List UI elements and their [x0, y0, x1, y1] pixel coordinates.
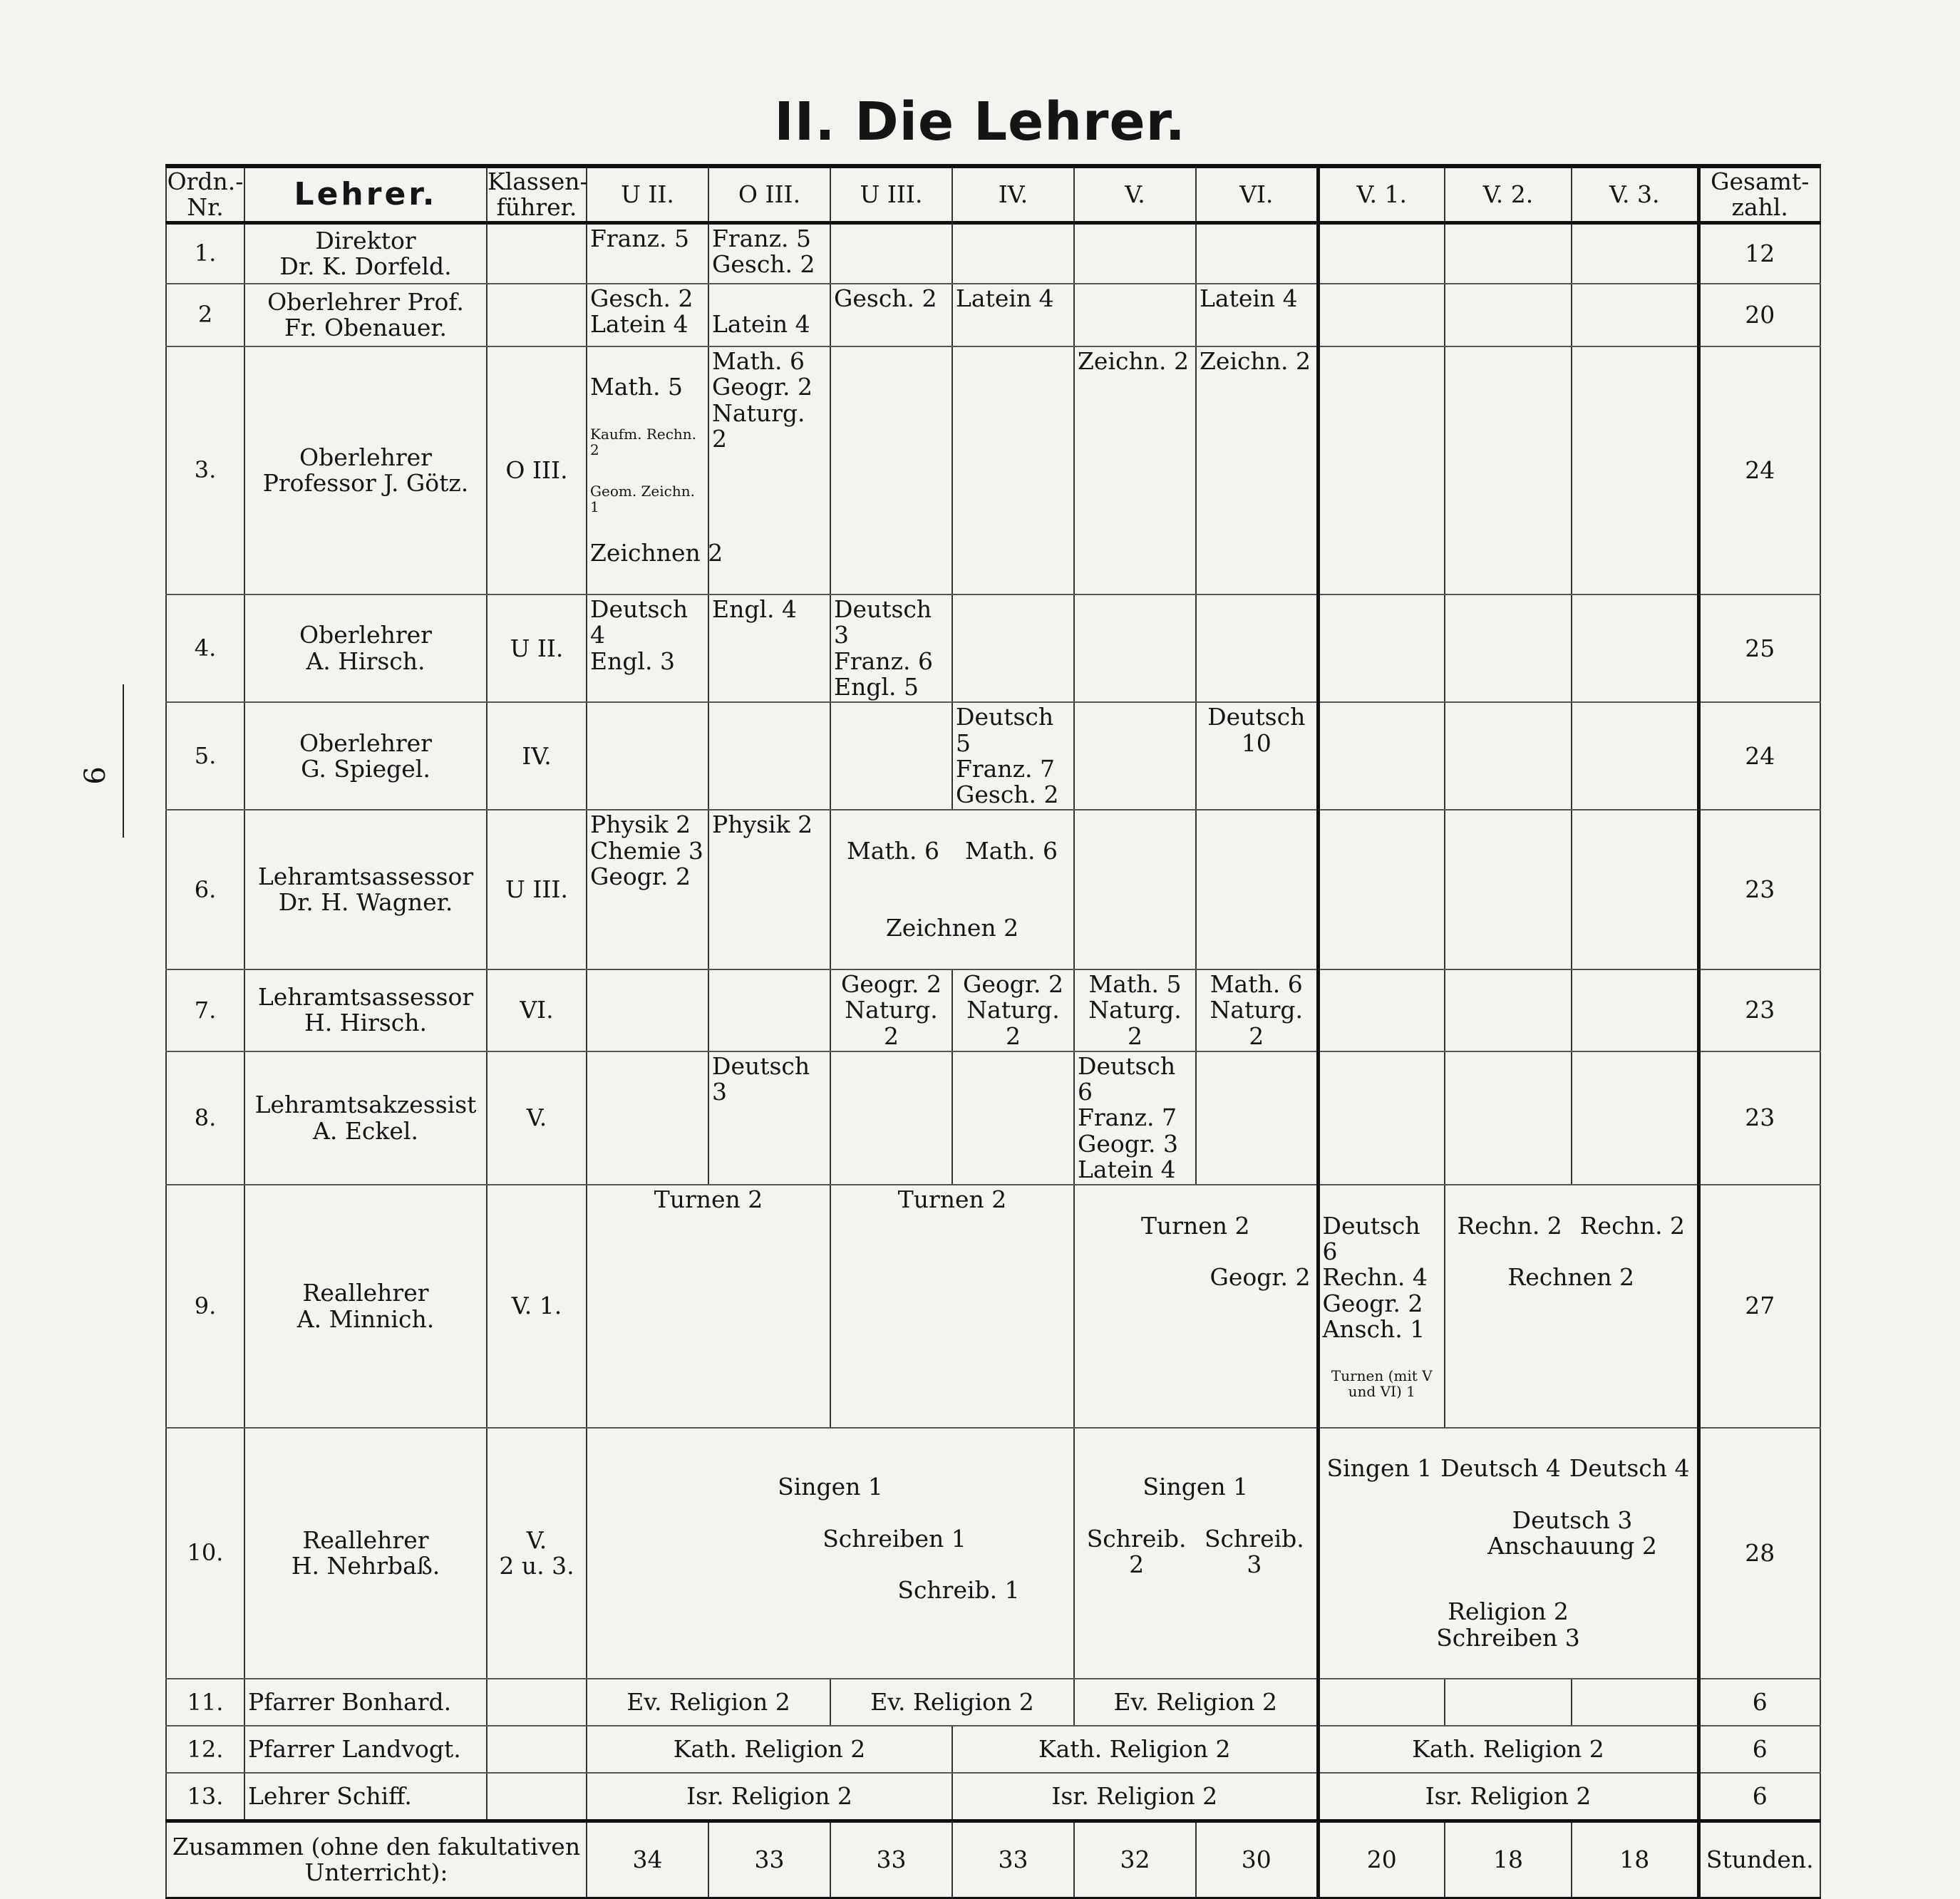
class-leader	[487, 1679, 587, 1726]
total-hours: 12	[1698, 223, 1820, 284]
cell-v2	[1445, 346, 1572, 595]
table-row	[166, 1726, 1820, 1773]
teacher-name: Oberlehrer A. Hirsch.	[244, 595, 487, 702]
cell-v2	[1445, 810, 1572, 969]
cell-v	[1074, 810, 1196, 969]
table-row	[166, 1773, 1820, 1821]
cell-v3	[1572, 284, 1698, 346]
cell-uiii	[830, 1051, 952, 1185]
cell-uii: Franz. 5	[587, 223, 708, 284]
cell-vi: Math. 6 Naturg. 2	[1196, 969, 1318, 1051]
page-number-rule	[123, 684, 124, 838]
cell-uiii-iv	[830, 810, 1074, 969]
cell-oiii: Franz. 5 Gesch. 2	[708, 223, 830, 284]
cell-uiii	[830, 702, 952, 810]
teacher-name: Lehrer Schiff.	[244, 1773, 487, 1821]
cell-v2	[1445, 969, 1572, 1051]
class-leader: U II.	[487, 595, 587, 702]
cell-vi	[1196, 1051, 1318, 1185]
row-number: 4.	[166, 595, 244, 702]
class-leader	[487, 1726, 587, 1773]
header-class-v3: V. 3.	[1572, 166, 1698, 223]
subjects-v1-v3: Religion 2 Schreiben 3	[1436, 1597, 1580, 1652]
header-class-oiii: O III.	[708, 166, 830, 223]
row-number: 6.	[166, 810, 244, 969]
cell-oiii: Latein 4	[708, 284, 830, 346]
teacher-name: Pfarrer Bonhard.	[244, 1679, 487, 1726]
subject-math-iv: Math. 6	[965, 836, 1058, 865]
class-leader: U III.	[487, 810, 587, 969]
total-hours: 27	[1698, 1185, 1820, 1427]
cell-v2	[1445, 702, 1572, 810]
cell-v3	[1572, 1051, 1698, 1185]
subject-rechn-v2: Rechn. 2	[1457, 1211, 1562, 1240]
subject-schreib-vi: Schreib. 3	[1204, 1524, 1304, 1578]
cell-uii	[587, 702, 708, 810]
cell-uii	[587, 346, 723, 595]
cell-oiii	[708, 702, 830, 810]
cell-vi: Zeichn. 2	[1196, 346, 1318, 595]
cell-oiii: Deutsch 3	[708, 1051, 830, 1185]
header-klassen: Klassen- führer.	[487, 166, 587, 223]
cell-v3	[1572, 346, 1698, 595]
cell-v1	[1318, 284, 1445, 346]
cell-v3	[1572, 969, 1698, 1051]
cell-uii-iv	[587, 1428, 1074, 1679]
cell-uiii-iv: Ev. Religion 2	[830, 1679, 1074, 1726]
cell-uii: Physik 2 Chemie 3 Geogr. 2	[587, 810, 708, 969]
cell-oiii: Math. 6 Geogr. 2 Naturg. 2	[708, 346, 830, 595]
teacher-table	[165, 164, 1821, 1899]
cell-uii: Deutsch 4 Engl. 3	[587, 595, 708, 702]
header-class-vi: VI.	[1196, 166, 1318, 223]
header-class-v: V.	[1074, 166, 1196, 223]
total-hours: 28	[1698, 1428, 1820, 1679]
cell-uiii: Deutsch 3 Franz. 6 Engl. 5	[830, 595, 952, 702]
cell-v3	[1572, 702, 1698, 810]
total-uii: 34	[587, 1821, 708, 1898]
class-leader: IV.	[487, 702, 587, 810]
cell-vi: Deutsch 10	[1196, 702, 1318, 810]
table-row	[166, 810, 1820, 969]
cell-uiii	[830, 346, 952, 595]
teacher-name: Reallehrer H. Nehrbaß.	[244, 1428, 487, 1679]
cell-v1-v3: Isr. Religion 2	[1318, 1773, 1698, 1821]
cell-uiii: Gesch. 2	[830, 284, 952, 346]
subjects-v1: Deutsch 6 Rechn. 4 Geogr. 2 Ansch. 1	[1322, 1211, 1428, 1343]
header-lehrer: Lehrer.	[244, 166, 487, 223]
header-gesamt: Gesamt- zahl.	[1698, 166, 1820, 223]
table-row	[166, 595, 1820, 702]
header-class-v2: V. 2.	[1445, 166, 1572, 223]
teacher-name: Lehramtsakzessist A. Eckel.	[244, 1051, 487, 1185]
subject-zeichnen: Zeichnen 2	[590, 539, 723, 567]
teacher-name: Direktor Dr. K. Dorfeld.	[244, 223, 487, 284]
cell-vi: Latein 4	[1196, 284, 1318, 346]
subject-kaufm-rechn: Kaufm. Rechn. 2	[590, 425, 697, 458]
cell-iv-vi: Isr. Religion 2	[952, 1773, 1318, 1821]
cell-iv-vi: Kath. Religion 2	[952, 1726, 1318, 1773]
class-leader	[487, 1773, 587, 1821]
class-leader: O III.	[487, 346, 587, 595]
cell-vi	[1196, 223, 1318, 284]
cell-iv	[952, 346, 1074, 595]
subject-math-uiii: Math. 6	[847, 836, 939, 865]
cell-oiii: Engl. 4	[708, 595, 830, 702]
cell-v: Deutsch 6 Franz. 7 Geogr. 3 Latein 4	[1074, 1051, 1196, 1185]
row-number: 12.	[166, 1726, 244, 1773]
total-v2: 18	[1445, 1821, 1572, 1898]
cell-vi	[1196, 810, 1318, 969]
row-number: 10.	[166, 1428, 244, 1679]
subject-rechnen: Rechnen 2	[1507, 1263, 1635, 1292]
total-hours: 23	[1698, 810, 1820, 969]
total-hours: 6	[1698, 1773, 1820, 1821]
cell-v1	[1318, 702, 1445, 810]
class-leader: V.	[487, 1051, 587, 1185]
cell-v2-v3	[1445, 1185, 1698, 1427]
cell-v	[1074, 702, 1196, 810]
row-number: 13.	[166, 1773, 244, 1821]
cell-v2	[1445, 1679, 1572, 1726]
cell-iv: Deutsch 5 Franz. 7 Gesch. 2	[952, 702, 1074, 810]
total-hours: 6	[1698, 1726, 1820, 1773]
subject-math: Math. 5	[590, 373, 683, 401]
table-row	[166, 702, 1820, 810]
cell-v: Zeichn. 2	[1074, 346, 1196, 595]
cell-uiii: Geogr. 2 Naturg. 2	[830, 969, 952, 1051]
teacher-name: Oberlehrer G. Spiegel.	[244, 702, 487, 810]
cell-iv	[952, 1051, 1074, 1185]
row-number: 2	[166, 284, 244, 346]
subject-deutsch-v3: Deutsch 4	[1569, 1453, 1690, 1482]
total-hours: 23	[1698, 1051, 1820, 1185]
total-hours: 23	[1698, 969, 1820, 1051]
totals-row	[166, 1821, 1820, 1898]
header-class-iv: IV.	[952, 166, 1074, 223]
class-leader: V. 1.	[487, 1185, 587, 1427]
subject-zeichnen: Zeichnen 2	[885, 914, 1019, 942]
cell-v	[1074, 284, 1196, 346]
teacher-name: Pfarrer Landvogt.	[244, 1726, 487, 1773]
header-row	[166, 166, 1820, 223]
subject-geom-zeichn: Geom. Zeichn. 1	[590, 483, 695, 516]
total-v: 32	[1074, 1821, 1196, 1898]
cell-iv	[952, 223, 1074, 284]
total-vi: 30	[1196, 1821, 1318, 1898]
cell-uii-oiii: Ev. Religion 2	[587, 1679, 830, 1726]
subject-geogr: Geogr. 2	[1209, 1263, 1311, 1292]
subject-singen: Singen 1	[778, 1472, 883, 1501]
teacher-name: Lehramtsassessor Dr. H. Wagner.	[244, 810, 487, 969]
subject-singen-v-vi: Singen 1	[1143, 1472, 1249, 1501]
total-hours: 25	[1698, 595, 1820, 702]
cell-uii	[587, 969, 708, 1051]
row-number: 8.	[166, 1051, 244, 1185]
cell-v1	[1318, 223, 1445, 284]
total-iv: 33	[952, 1821, 1074, 1898]
cell-v1	[1318, 1679, 1445, 1726]
cell-v3	[1572, 1679, 1698, 1726]
class-leader	[487, 284, 587, 346]
cell-v1	[1318, 969, 1445, 1051]
cell-oiii: Physik 2	[708, 810, 830, 969]
total-oiii: 33	[708, 1821, 830, 1898]
subject-schreiben: Schreiben 1	[822, 1524, 966, 1553]
subject-schreib-v: Schreib. 2	[1086, 1524, 1187, 1578]
header-class-v1: V. 1.	[1318, 166, 1445, 223]
table-row	[166, 284, 1820, 346]
teacher-table-wrapper	[165, 164, 1820, 1887]
cell-v1	[1318, 1185, 1445, 1427]
table-row	[166, 1185, 1820, 1427]
cell-uii	[587, 1051, 708, 1185]
total-hours: 24	[1698, 702, 1820, 810]
teacher-name: Oberlehrer Prof. Fr. Obenauer.	[244, 284, 487, 346]
cell-iv: Geogr. 2 Naturg. 2	[952, 969, 1074, 1051]
total-hours: 24	[1698, 346, 1820, 595]
subjects-v2-v3: Deutsch 3 Anschauung 2	[1487, 1506, 1657, 1560]
cell-v1	[1318, 346, 1445, 595]
cell-v1	[1318, 1051, 1445, 1185]
cell-uii: Gesch. 2 Latein 4	[587, 284, 708, 346]
row-number: 7.	[166, 969, 244, 1051]
class-leader	[487, 223, 587, 284]
subject-rechn-v3: Rechn. 2	[1579, 1211, 1686, 1240]
table-row	[166, 223, 1820, 284]
cell-uii-oiii: Turnen 2	[587, 1185, 830, 1427]
cell-v: Math. 5 Naturg. 2	[1074, 969, 1196, 1051]
teacher-name: Lehramtsassessor H. Hirsch.	[244, 969, 487, 1051]
cell-v3	[1572, 810, 1698, 969]
cell-v	[1074, 223, 1196, 284]
table-row	[166, 1051, 1820, 1185]
cell-iv: Latein 4	[952, 284, 1074, 346]
cell-v2	[1445, 284, 1572, 346]
cell-uiii-iv: Turnen 2	[830, 1185, 1074, 1427]
cell-vi	[1196, 595, 1318, 702]
total-v3: 18	[1572, 1821, 1698, 1898]
cell-v2	[1445, 1051, 1572, 1185]
table-row	[166, 346, 1820, 595]
total-hours: 20	[1698, 284, 1820, 346]
teacher-name: Reallehrer A. Minnich.	[244, 1185, 487, 1427]
cell-v-vi: Ev. Religion 2	[1074, 1679, 1318, 1726]
cell-v2	[1445, 223, 1572, 284]
page-title: II. Die Lehrer.	[774, 91, 1186, 153]
subject-turnen-note: Turnen (mit V und VI) 1	[1331, 1367, 1433, 1401]
header-ordn: Ordn.- Nr.	[166, 166, 244, 223]
row-number: 11.	[166, 1679, 244, 1726]
cell-v1	[1318, 810, 1445, 969]
total-uiii: 33	[830, 1821, 952, 1898]
cell-oiii	[708, 969, 830, 1051]
table-row	[166, 969, 1820, 1051]
teacher-name: Oberlehrer Professor J. Götz.	[244, 346, 487, 595]
total-v1: 20	[1318, 1821, 1445, 1898]
row-number: 5.	[166, 702, 244, 810]
class-leader: V. 2 u. 3.	[487, 1428, 587, 1679]
row-number: 9.	[166, 1185, 244, 1427]
cell-uiii	[830, 223, 952, 284]
totals-label: Zusammen (ohne den fakultativen Unterricht):	[166, 1821, 587, 1898]
cell-v3	[1572, 595, 1698, 702]
cell-v-vi	[1074, 1185, 1318, 1427]
subject-turnen: Turnen 2	[1140, 1211, 1250, 1240]
header-class-uii: U II.	[587, 166, 708, 223]
cell-v-vi	[1074, 1428, 1318, 1679]
subject-singen-v1: Singen 1	[1326, 1453, 1433, 1482]
header-class-uiii: U III.	[830, 166, 952, 223]
table-row	[166, 1428, 1820, 1679]
subject-schreib-iv: Schreib. 1	[897, 1576, 1020, 1605]
cell-v3	[1572, 223, 1698, 284]
cell-v	[1074, 595, 1196, 702]
cell-iv	[952, 595, 1074, 702]
cell-uii-uiii: Kath. Religion 2	[587, 1726, 952, 1773]
totals-unit: Stunden.	[1698, 1821, 1820, 1898]
table-row	[166, 1679, 1820, 1726]
cell-uii-uiii: Isr. Religion 2	[587, 1773, 952, 1821]
page-number: 9	[76, 766, 110, 785]
subject-deutsch-v2: Deutsch 4	[1440, 1453, 1561, 1482]
cell-v2	[1445, 595, 1572, 702]
row-number: 3.	[166, 346, 244, 595]
row-number: 1.	[166, 223, 244, 284]
cell-v1-v3: Kath. Religion 2	[1318, 1726, 1698, 1773]
total-hours: 6	[1698, 1679, 1820, 1726]
cell-v1-v3	[1318, 1428, 1698, 1679]
cell-v1	[1318, 595, 1445, 702]
class-leader: VI.	[487, 969, 587, 1051]
